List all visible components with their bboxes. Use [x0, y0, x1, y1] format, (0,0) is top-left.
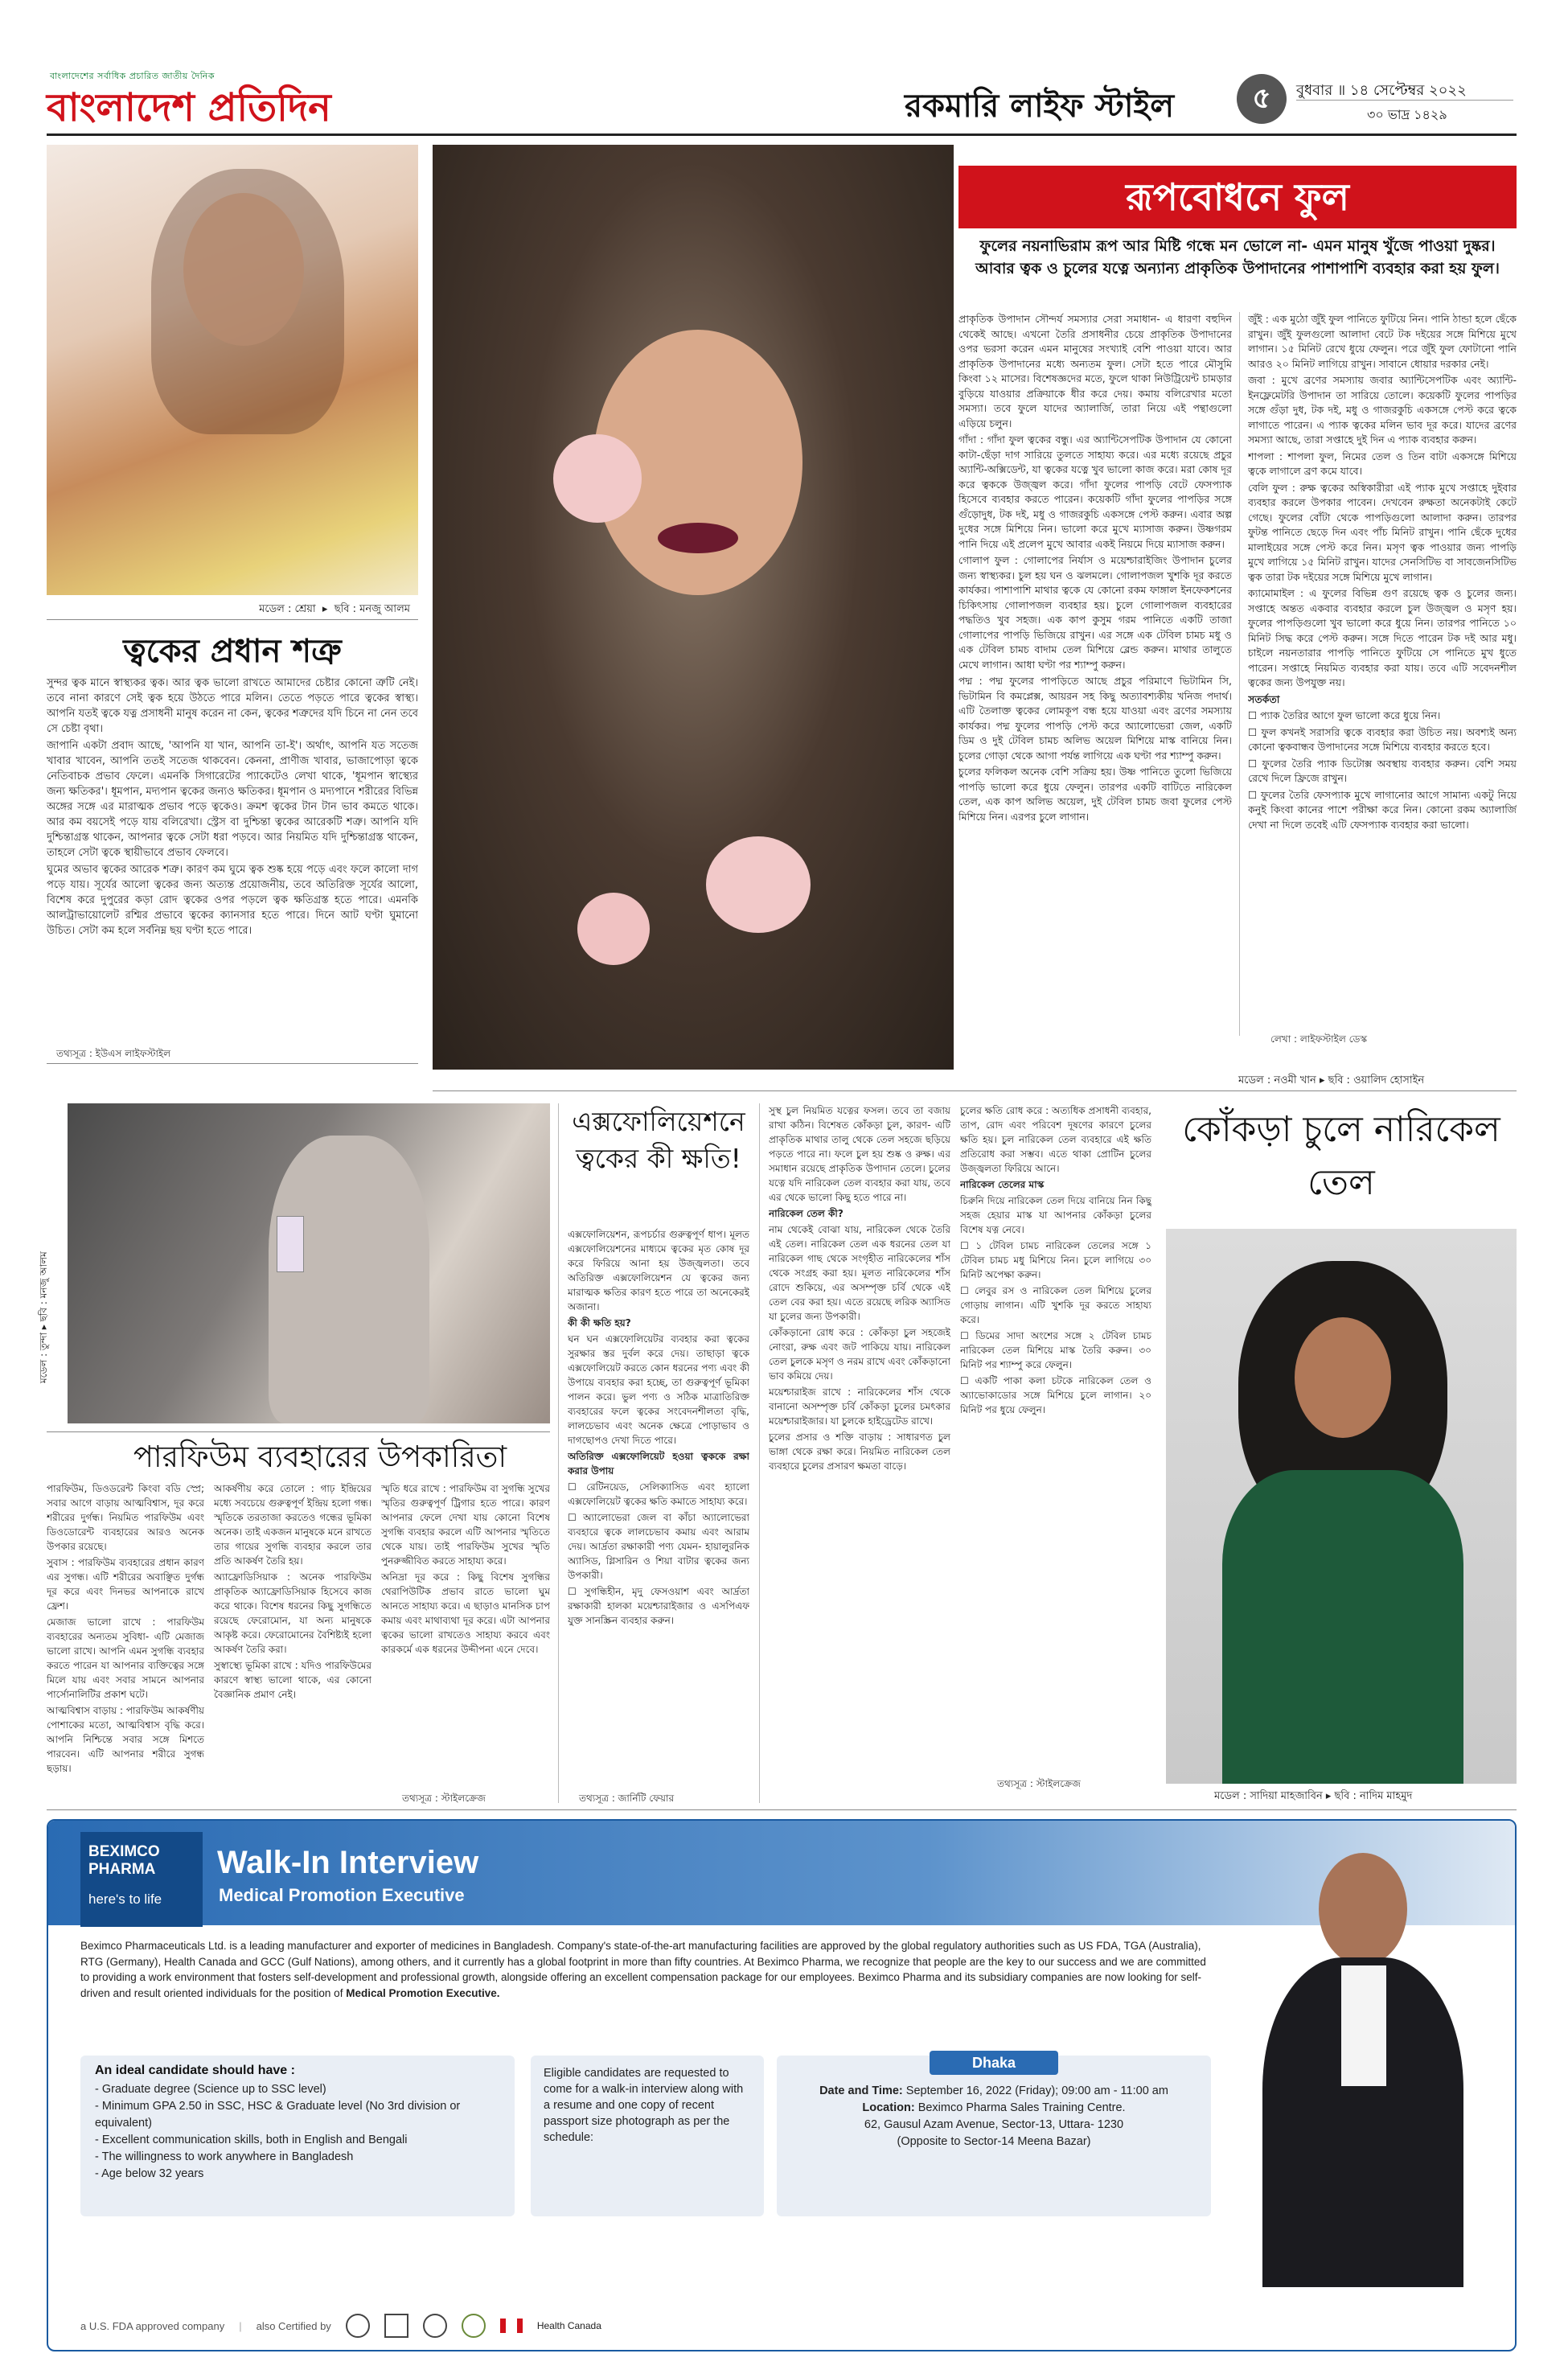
page-number-badge [1237, 74, 1287, 124]
ad-candidate-item-3: - Excellent communication skills, both in English and Bengali [95, 2134, 408, 2146]
article2-byline: লেখা : লাইফস্টাইল ডেস্ক [1270, 1033, 1367, 1045]
ad-person-photo [1238, 1837, 1480, 2287]
article5-col1 [769, 1103, 950, 1787]
article5-col-divider [759, 1103, 760, 1803]
person-shirt-shape [1341, 1965, 1386, 2086]
article4-title: এক্সফোলিয়েশনে ত্বকের কী ক্ষতি! [572, 1106, 745, 1174]
gcc-seal-icon [462, 2314, 486, 2338]
article4-subhead-1: কী কী ক্ষতি হয়? [568, 1317, 631, 1329]
article5-col2-para-2: চিরুনি দিয়ে নারিকেল তেল দিয়ে বানিয়ে নিন কিছু সহজ হেয়ার মাস্ক যা আপনার কোঁকড়া চুলের বিশেষ যত্ন নেবে। [960, 1195, 1151, 1235]
article2-caution-1: ☐ প্যাক তৈরির আগে ফুল ভালো করে ধুয়ে নিন। [1248, 709, 1441, 721]
article2-col1-para-3: গোলাপ ফুল : গোলাপের নির্যাস ও ময়েশ্চারাইজিং উপাদান চুলের জন্য স্বাস্থ্যকর। চুল হয় ঘন ও ঝলমলে। গোলাপজল খুশকি দূর করতে কার্যকর। পাশাপাশি মাথার ত্বকে যে কোনো রকম ফাঙ্গাল ইনফেকশনের চিকিৎসায় গোলাপজল ব্যবহার হয়। চুলে গোলাপজল ব্যবহারের পদ্ধতিও খুব সহজ। এক কাপ কুসুম গরম পানিতে একটি তাজা গোলাপের পাপড়ি ভিজিয়ে রাখুন। এর সঙ্গে এক টেবিল চামচ মধু ও এক টেবিল চামচ বাদাম তেল মিশিয়ে ব্লেন্ড করুন। মাথার তালুতে মেখে লাগান। আধা ঘণ্টা পর শ্যাম্পু করুন। [958, 554, 1232, 671]
article4-bullet-2: ☐ অ্যালোভেরা জেল বা কাঁচা অ্যালোভেরা ব্যবহারে ত্বকে লালচেভাব কমায় এবং আরাম দেয়। আর্দ্রতা রক্ষাকারী পণ্য যেমন- হায়ালুরনিক অ্যাসিড, গ্লিসারিন ও শিয়া বাটার ত্বকের জন্য উপকারী। [568, 1512, 749, 1581]
article5-subhead-1: নারিকেল তেল কী? [769, 1208, 844, 1219]
article3-col1-para-4: আত্মবিশ্বাস বাড়ায় : পারফিউম আকর্ষণীয় পোশাকের মতো, আত্মবিশ্বাস বৃদ্ধি করে। আপনি নিশ্চিন্তে সবার সঙ্গে মিশতে পারবেন। এটি আপনার শরীরে সুগন্ধ ছড়ায়। [47, 1705, 204, 1774]
article2-col2-para-5: ক্যামোমাইল : এ ফুলের বিভিন্ন গুণ রয়েছে ত্বক ও চুলের জন্য। সপ্তাহে অন্তত একবার ব্যবহার করলে চুল উজ্জ্বল ও মসৃণ হয়। ফুলের পাপড়িগুলো খুব ভালো করে ধুয়ে নিন। তারপর পানিতে ১০ মিনিট সিদ্ধ করে পেস্ট করুন। সঙ্গে দিতে পারেন টক দই আর মধু। চাইলে নয়নতারার পাপড়ি পানিতে ফুটিয়ে সে পানিতে মুখ ধুতে পারেন। সপ্তাহে নিয়মিত ব্যবহার করা যায়। তবে এটি সবেদনশীল ত্বকের জন্য উপযুক্ত নয়। [1248, 587, 1517, 688]
article2-col1-para-1: প্রাকৃতিক উপাদান সৌন্দর্য সমস্যার সেরা সমাধান- এ ধারণা বহুদিন থেকেই আছে। এখনো তৈরি প্রসাধনীর চেয়ে প্রাকৃতিক উপাদানের ওপর ভরসা করেন এমন মানুষের সংখ্যাই বেশি পাওয়া যাবে। আর প্রাকৃতিক উপাদানের মধ্যে অন্যতম ফুল। সেটা হতে পারে মৌসুমি কিংবা ১২ মাসের। বিশেষজ্ঞদের মতে, ফুলে থাকা নিউট্রিয়েন্ট চামড়ার বুড়িয়ে যাওয়ার প্রক্রিয়াকে ধীর করে দেয়। কমায় বলিরেখার মতো সমস্যা। তবে ফুলে যাদের অ্যালার্জি, তারা নিয়ে এই পন্থাগুলো এড়িয়ে চলুন। [958, 313, 1232, 429]
page-number: ৫ [1252, 82, 1271, 115]
article1-para-3: ঘুমের অভাব ত্বকের আরেক শত্রু। কারণ কম ঘুমে ত্বক শুষ্ক হয়ে পড়ে এবং ফলে কালো দাগ পড়ে যায়। সূর্যের আলো ত্বকের জন্য অত্যন্ত প্রয়োজনীয়, তবে অতিরিক্ত সূর্যের আলো, বিশেষ করে দুপুরের কড়া রোদ ত্বকের ওপর পড়লে ত্বক ক্ষতিগ্রস্ত হতে পারে। এমনকি আলট্রাভায়োলেট রশ্মির প্রভাবে ত্বকের ক্যানসার হতে পারে। দিনে আট ঘণ্টা ঘুমানো উচিত। সেটা কম হলে সর্বনিম্ন ছয় ঘণ্টা হতে পারে। [47, 864, 418, 937]
date-divider [1296, 100, 1513, 101]
ad-candidate-item-4: - The willingness to work anywhere in Bangladesh [95, 2150, 354, 2163]
article3-col1-para-2: সুবাস : পারফিউম ব্যবহারের প্রধান কারণ এর সুগন্ধ। এটি শরীরের অবাঞ্ছিত দুর্গন্ধ দূর করে এবং দিনভর আপনাকে রাখে ফ্রেশ। [47, 1557, 204, 1612]
article2-col2-para-1: জুঁই : এক মুঠো জুঁই ফুল পানিতে ফুটিয়ে নিন। পানি ঠান্ডা হলে ছেঁকে রাখুন। জুঁই ফুলগুলো আলাদা বেটে টক দইয়ের সঙ্গে মিশিয়ে মুখে লাগান। ১৫ মিনিট রেখে ধুয়ে ফেলুন। পরে জুঁই ফুল ফোটানো পানি আরও ২০ মিনিট লাগিয়ে রাখুন। সাবানে ধোয়ার দরকার নেই। [1248, 313, 1517, 370]
article2-title: রূপবোধনে ফুল [1126, 175, 1349, 219]
ad-intro-position: Medical Promotion Executive. [346, 1986, 500, 1999]
article3-title: পারফিউম ব্যবহারের উপকারিতা [133, 1440, 507, 1474]
beximco-logo-line2: PHARMA [88, 1861, 156, 1878]
model-face-shape [1295, 1317, 1391, 1438]
ad-heading: Walk-In Interview [217, 1845, 479, 1880]
ad-city: Dhaka [971, 2055, 1016, 2071]
article4-para-1: এক্সফোলিয়েশন, রূপচর্চার গুরুত্বপূর্ণ ধাপ। মূলত এক্সফোলিয়েশনের মাধ্যমে ত্বকের মৃত কোষ দূর করে ফিরিয়ে আনা হয় উজ্জ্বলতা। তবে অতিরিক্ত এক্সফোলিয়েশন যে ত্বকের জন্য মারাত্মক ক্ষতির কারণ হতে পারে তা অনেকেরই অজানা। [568, 1229, 749, 1312]
ad-eligible-text: Eligible candidates are requested to come for a walk-in interview along with a resume and one copy of recent passport size photograph as per the schedule: [544, 2067, 744, 2144]
article3-col1-para-3: মেজাজ ভালো রাখে : পারফিউম ব্যবহারের অন্যতম সুবিধা- এটি মেজাজ ভালো রাখে। আপনি এমন সুগন্ধি ব্যবহার করতে পারেন যা আপনার ব্যক্তিত্বের সঙ্গে মিলে যায় এবং সবার সামনে আপনার পার্সোনালিটির প্রকাশ ঘটে। [47, 1616, 204, 1700]
article3-source: তথ্যসূত্র : স্টাইলক্রেজ [402, 1793, 486, 1804]
masthead-rule [47, 133, 1517, 136]
article1-para-1: সুন্দর ত্বক মানে স্বাস্থ্যকর ত্বক। আর ত্বক ভালো রাখতে আমাদের চেষ্টার কোনো ত্রুটি নেই। তবে নানা কারণে সেই ত্বক হয়ে উঠতে পারে মলিন। তেতে পড়তে পারে ত্বকের স্বাস্থ্য। আপনি যতই ত্বকে যত্ন প্রসাধনী মানুষ করেন না কেন, ত্বকের শত্রুদের যদি চিনে না নেন তবে সে চেষ্টা বৃথা। [47, 677, 418, 735]
article1-bottom-rule [47, 1063, 418, 1064]
article4-body [568, 1227, 749, 1787]
model-photo-perfume [68, 1103, 550, 1423]
article3-side-credit: মডেল : তুন্দা ▸ ছবি : মনজু আলম [38, 1251, 49, 1383]
masthead-logo[interactable]: বাংলাদেশ প্রতিদিন [47, 85, 331, 130]
article5-col1-para-1: সুস্থ চুল নিয়মিত যত্নের ফসল। তবে তা বজায় রাখা কঠিন। বিশেষত কোঁকড়া চুল, কারণ- এটি প্রাকৃতিক মাথার তালু থেকে তেল সহজে ছড়িয়ে পড়তে পারে না। ফলে চুল হয় শুষ্ক ও রুক্ষ। এর সমাধান রয়েছে প্রাকৃতিক উপাদান তেলে। চুলের যত্নে যদি নারিকেল তেল ব্যবহার করা যায়, তবে এর থেকে ভালো কিছু হতে পারে না। [769, 1105, 950, 1203]
article5-col2-bullet-2: ☐ লেবুর রস ও নারিকেল তেল মিশিয়ে চুলের গোড়ায় লাগান। এটি খুশকি দূর করতে সাহায্য করে। [960, 1285, 1151, 1325]
perfume-bottle-shape [277, 1216, 304, 1272]
article1-title: ত্বকের প্রধান শত্রু [123, 633, 342, 670]
model-photo-shreya [47, 145, 418, 595]
article1-para-2: জাপানি একটা প্রবাদ আছে, 'আপনি যা খান, আপনি তা-ই'। অর্থাৎ, আপনি যত সতেজ খাবার খাবেন, আপনি ততই সতেজ থাকবেন। কেননা, প্রাণীজ খাবার, ভাজাপোড়া ত্বকে নেতিবাচক প্রভাব ফেলে। এমনকি সিগারেটের প্যাকেটেও লেখা থাকে, 'ধূমপান স্বাস্থ্যের জন্য ক্ষতিকর'। ধূমপান, মদ্যপান ত্বকের জন্যও ক্ষতিকর। ধূমপান ও মদ্যপানে শরীরের বিভিন্ন অঙ্গের সঙ্গে এর মারাত্মক প্রভাব পড়ে ত্বকেও। ক্রমশ ত্বকের টান টান ভাব কমতে থাকে। আর কম বয়সেই পড়ে যায় বলিরেখা। স্ট্রেস বা দুশ্চিন্তা ত্বকের আরেকটি শত্রু। আপনি যদি দুশ্চিন্তাগ্রস্ত থাকেন, আপনার ত্বকে সেটা ধরা পড়বে। আর নিয়মিত যদি দুশ্চিন্তাগ্রস্ত থাকেন, তাহলে সেটা ত্বকে স্থায়ীভাবে প্রভাব ফেলবে। [47, 740, 418, 859]
ad-eligible-box [531, 2056, 764, 2216]
ad-datetime: Date and Time: September 16, 2022 (Friday); 09:00 am - 11:00 am [819, 2084, 1168, 2097]
article5-credit: মডেল : সাদিয়া মাহজাবিন ▸ ছবি : নাদিম মাহমুদ [1214, 1790, 1413, 1802]
article1-credit-model: মডেল : শ্রেয়া [259, 603, 316, 615]
article3-col3-para-2: অনিদ্রা দূর করে : কিছু বিশেষ সুগন্ধির থেরাপিউটিক প্রভাব রাতে ভালো ঘুম আনতে সাহায্য করে। এ ছাড়াও মানসিক চাপ কমায় এবং মাথাব্যথা দূর করে। এটা আপনার ত্বকের ভালো রাখতেও সাহায্য করবে এবং কারকর্মে এক ধরনের উদ্দীপনা এনে দেবে। [381, 1571, 550, 1655]
ad-candidate-title: An ideal candidate should have : [95, 2064, 295, 2077]
article5-col2-bullet-1: ☐ ১ টেবিল চামচ নারিকেল তেলের সঙ্গে ১ টেবিল চামচ মধু মিশিয়ে নিন। চুলে লাগিয়ে ৩০ মিনিট অপেক্ষা করুন। [960, 1240, 1151, 1280]
australia-crest-icon [384, 2314, 408, 2338]
article5-col1-para-2: নাম থেকেই বোঝা যায়, নারিকেল থেকে তৈরি এই তেল। নারিকেল তেল এক ধরনের তেল যা নারিকেল গাছ থেকে সংগৃহীত নারিকেলের শাঁস থেকে সংগ্রহ করা হয়। মূলত নারিকেলের শাঁস রোদে শুকিয়ে, এর অসম্পৃক্ত চর্বি থেকে এই তেল বের করা হয়। এতে রয়েছে লরিক অ্যাসিড যা চুলের জন্য উপকারী। [769, 1224, 950, 1322]
article5-col2-bullet-3: ☐ ডিমের সাদা অংশের সঙ্গে ২ টেবিল চামচ নারিকেল তেল মিশিয়ে মাস্ক তৈরি করুন। ৩০ মিনিট পর শ্যাম্পু করে ফেলুন। [960, 1330, 1151, 1370]
date-line-1: বুধবার ॥ ১৪ সেপ্টেম্বর ২০২২ [1296, 82, 1467, 99]
ad-schedule-box [777, 2056, 1211, 2216]
article2-col1 [958, 312, 1232, 1036]
article3-col2-para-1: আকর্ষণীয় করে তোলে : গাঢ় ইন্দ্রিয়ের মধ্যে সবচেয়ে গুরুত্বপূর্ণ ইন্দ্রিয় হলো গন্ধ। স্মৃতিকে তরতাজা করতেও গন্ধের ভূমিকা অনেক। তাই একজন মানুষকে মনে রাখতে তার গায়ের সুগন্ধি ব্যবহার করলে তার প্রতি আকর্ষণ তৈরি হয়। [214, 1483, 371, 1567]
article2-bottom-rule [433, 1090, 1517, 1091]
article5-col1-para-3: কোঁকড়ানো রোধ করে : কোঁকড়া চুল সহজেই নোংরা, রুক্ষ এবং জট পাকিয়ে যায়। নারিকেল তেল চুলকে মসৃণ ও নরম রাখে এবং কোঁকড়ানো ভাব কমিয়ে দেয়। [769, 1327, 950, 1382]
carnation-flower-bottom [577, 893, 650, 965]
ad-address-line1: 62, Gausul Azam Avenue, Sector-13, Uttara- 1230 [864, 2118, 1124, 2131]
ad-box [47, 1819, 1517, 2351]
article3-col1-para-1: পারফিউম, ডিওডরেন্ট কিংবা বডি স্প্রে; সবার আগে বাড়ায় আত্মবিশ্বাস, দূর করে শরীরের দুর্গন্ধ। নিয়মিত পারফিউম এবং ডিওডোরেন্ট ব্যবহারের আরও অনেক উপকার রয়েছে। [47, 1483, 204, 1552]
article2-col2 [1248, 312, 1517, 1026]
article3-col2-para-2: অ্যাফ্রোডিসিয়াক : অনেক পারফিউম প্রাকৃতিক অ্যাফ্রোডিসিয়াক হিসেবে কাজ করে থাকে। বিশেষ ধরনের কিছু সুগন্ধিতে রয়েছে ফেরোমোন, যা অন্য মানুষকে আকৃষ্ট করে। ফেরোমোনের বৈশিষ্ট্যই হলো আকর্ষণ তৈরি করা। [214, 1571, 371, 1655]
article2-credit: মডেল : নওমী খান ▸ ছবি : ওয়ালিদ হোসাইন [1238, 1074, 1425, 1086]
article5-subhead-2: নারিকেল তেলের মাস্ক [960, 1179, 1045, 1190]
article1-rule [47, 619, 418, 620]
ad-candidate-item-2: - Minimum GPA 2.50 in SSC, HSC & Graduate level (No 3rd division or equivalent) [95, 2100, 461, 2130]
article5-title: কোঁকড়া চুলে নারিকেল তেল [1182, 1109, 1500, 1203]
model-lips-shape [658, 523, 738, 553]
article2-col1-para-4: পদ্ম : পদ্ম ফুলের পাপড়িতে আছে প্রচুর পরিমাণে ভিটামিন সি, ভিটামিন বি কমপ্লেক্স, আয়রন সহ কিছু অত্যাবশ্যকীয় খনিজ পদার্থ। এটি তৈলাক্ত ত্বকের লোমকূপ বন্ধ হয়ে যাওয়া এবং ব্রণের সমস্যায় কার্যকর। পদ্ম ফুলের পাপড়ি পেস্ট করে অ্যালোভেরা জেল, একটি ডিম ও দুই টেবিল চামচ অলিভ অয়েল মিশিয়ে মাস্ক বানিয়ে নিন। চুলের গোড়া থেকে আগা পর্যন্ত লাগিয়ে এক ঘণ্টা পর শ্যাম্পু করুন। [958, 675, 1232, 762]
ad-city-tab [930, 2051, 1058, 2075]
ad-candidate-item-1: - Graduate degree (Science up to SSC level) [95, 2083, 326, 2096]
article2-col2-para-3: শাপলা : শাপলা ফুল, নিমের তেল ও তিন বাটা একসঙ্গে মিশিয়ে ত্বকে লাগালে ব্রণ কমে যাবে। [1248, 450, 1517, 477]
ad-location: Location: Beximco Pharma Sales Training Centre. [862, 2101, 1126, 2114]
article2-col2-para-2: জবা : মুখে ব্রণের সমস্যায় জবার অ্যান্টিসেপটিক এবং অ্যান্টি-ইনফ্লেমেটরি উপাদান তা সারিয়ে তোলে। কয়েকটি ফুলের পাপড়ির সঙ্গে গুঁড়া দুধ, টক দই, মধু ও গাজরকুচি একসঙ্গে পেস্ট করে ত্বকে লাগাতে পারেন। এ প্যাক ত্বকের মলিন ভাব দূর করে। যাদের ব্রণের সমস্যা আছে, তারা সপ্তাহে দুই দিন এ প্যাক ব্যবহার করুন। [1248, 374, 1517, 446]
ad-footer [80, 2310, 885, 2342]
ad-footer-fda: a U.S. FDA approved company [80, 2319, 225, 2332]
beximco-logo-tagline: here's to life [88, 1891, 162, 1907]
germany-seal-icon [423, 2314, 447, 2338]
article3-col2-para-3: সুস্বাস্থ্যে ভূমিকা রাখে : যদিও পারফিউমের কারণে স্বাস্থ্য ভালো থাকে, এর কোনো বৈজ্ঞানিক প্রমাণ নেই। [214, 1660, 371, 1700]
ad-intro [80, 1938, 1206, 2001]
ad-footer-divider: | [239, 2319, 242, 2332]
article1-credit: মডেল : শ্রেয়া ▸ ছবি : মনজু আলম [259, 603, 410, 615]
model-dress-shape [1222, 1470, 1463, 1784]
article2-caution-2: ☐ ফুল কখনই সরাসরি ত্বকে ব্যবহার করা উচিত নয়। অবশ্যই অন্য কোনো ত্বকবান্ধব উপাদানের সঙ্গে মিশিয়ে ব্যবহার করতে হবে। [1248, 725, 1517, 753]
article2-col-divider [1239, 312, 1240, 1036]
ad-footer-certified: also Certified by [256, 2319, 331, 2332]
ad-candidate-item-5: - Age below 32 years [95, 2167, 204, 2180]
beximco-logo-line1: BEXIMCO [88, 1843, 160, 1860]
ad-candidate-box [80, 2056, 515, 2216]
article2-lead: ফুলের নয়নাভিরাম রূপ আর মিষ্টি গন্ধে মন ভোলে না- এমন মানুষ খুঁজে পাওয়া দুষ্কর। আবার ত্বক ও চুলের যত্নে অন্যান্য প্রাকৃতিক উপাদানের পাশাপাশি ব্যবহার করা হয় ফুল। [975, 237, 1500, 277]
article4-bullet-3: ☐ সুগন্ধিহীন, মৃদু ফেসওয়াশ এবং আর্দ্রতা রক্ষাকারী হালকা ময়েশ্চারাইজার ও এসপিএফ যুক্ত সানস্ক্রিন ব্যবহার করুন। [568, 1586, 749, 1626]
carnation-flower-left [553, 434, 642, 523]
article5-col1-para-5: চুলের প্রসার ও শক্তি বাড়ায় : সাধারণত চুল ভাঙ্গা থেকে রক্ষা করে। নিয়মিত নারিকেল তেল ব্যবহারে চুলের প্রসারণ ক্ষমতা বাড়ে। [769, 1431, 950, 1472]
ad-subheading: Medical Promotion Executive [219, 1885, 465, 1905]
article3-col1 [47, 1481, 204, 1805]
model-body-shape [269, 1136, 429, 1423]
article4-bullet-1: ☐ রেটিনয়েড, সেলিক্যাসিড এবং হ্যালো এক্সফোলিয়েট ত্বকের ক্ষতি কমাতে সাহায্য করে। [568, 1481, 749, 1507]
article5-col2-bullet-4: ☐ একটি পাকা কলা চটকে নারিকেল তেল ও অ্যাভোকাডোর সঙ্গে মিশিয়ে চুলে লাগান। ২০ মিনিট পর ধুয়ে ফেলুন। [960, 1375, 1151, 1415]
article2-col2-para-4: বেলি ফুল : রুক্ষ ত্বকের অস্বিকারীরা এই প্যাক মুখে সপ্তাহে দুইবার ব্যবহার করলে উপকার পাবেন। দেখবেন রুক্ষতা অনেকটাই কেটে গেছে। ফুলের বোঁটা থেকে পাপড়িগুলো আলাদা করুন। তারপর ফুটন্ত পানিতে ছেড়ে দিন এবং পাঁচ মিনিট রাখুন। পানি ছেঁকে দুধের মালাইয়ের সঙ্গে পেস্ট করে নিন। মসৃণ ত্বক পাওয়ার জন্য পাপড়ি মুখে লাগিয়ে ১৫ মিনিট রাখুন। যাদের সেনসিটিভ বা সাবজেনসিটিভ ত্বক তারা টক দইয়ের সঙ্গে মিশিয়ে মুখে লাগান। [1248, 481, 1517, 583]
article2-caution-title: সতর্কতা [1248, 692, 1280, 705]
article1-source: তথ্যসূত্র : ইউএস লাইফস্টাইল [56, 1048, 171, 1059]
article2-caution-4: ☐ ফুলের তৈরি ফেসপ্যাক মুখে লাগানোর আগে সামান্য একটু নিয়ে কনুই কিংবা কানের পাশে পরীক্ষা করে নিন। কোনো রকম অ্যালার্জি দেখা না দিলে তবেই এটি ফেসপ্যাক ব্যবহার করা ভালো। [1248, 788, 1517, 831]
health-canada-flag-icon [500, 2319, 523, 2333]
article4-subhead-2: অতিরিক্ত এক্সফোলিয়েট হওয়া ত্বককে রক্ষা করার উপায় [568, 1451, 749, 1477]
tga-seal-icon [346, 2314, 370, 2338]
date-line-2: ৩০ ভাদ্র ১৪২৯ [1367, 107, 1447, 122]
model-photo-coconut [1166, 1229, 1517, 1784]
masthead [0, 0, 1568, 145]
page-bottom-rule [47, 1809, 1517, 1810]
article1-body [47, 676, 418, 1039]
article2-col1-para-5: চুলের ফলিকল অনেক বেশি সক্রিয় হয়। উষ্ণ পানিতে তুলো ভিজিয়ে পাপড়ি ভালো করে ধুয়ে ফেলুন। তারপর একটি বাটিতে নারিকেল তেল, এক কাপ অলিভ অয়েল, দুই টেবিল চামচ জবা ফুলের পেস্ট মিশিয়ে নিন। এরপর চুলে লাগান। [958, 766, 1232, 823]
carnation-flower-right [706, 836, 811, 933]
article5-source: তথ্যসূত্র : স্টাইলক্রেজ [997, 1778, 1081, 1789]
model-photo-flowers [433, 145, 954, 1070]
article5-col1-para-4: ময়েশ্চারাইজ রাখে : নারিকেলের শাঁস থেকে বানানো অসম্পৃক্ত চর্বি কোঁকড়া চুলের চমৎকার ময়েশ্চারাইজার। যা চুলকে হাইড্রেটেড রাখে। [769, 1386, 950, 1427]
masthead-tagline: বাংলাদেশের সর্বাধিক প্রচারিত জাতীয় দৈনিক [50, 71, 215, 81]
article4-source: তথ্যসূত্র : জার্নিটি ফেয়ার [579, 1793, 675, 1804]
article5-col2 [960, 1103, 1151, 1787]
person-head-shape [1319, 1853, 1407, 1965]
ad-footer-health-canada: Health Canada [536, 2320, 601, 2331]
article4-para-2: ঘন ঘন এক্সফোলিয়েটর ব্যবহার করা ত্বকের সুরক্ষার স্তর দুর্বল করে দেয়। তাছাড়া ত্বকে এক্সফোলিয়েট করতে কোন ধরনের পণ্য এবং কী উপায়ে ব্যবহার করা হচ্ছে, তা গুরুত্বপূর্ণ ভূমিকা পালন করে। ভুল পণ্য ও সঠিক মাত্রাতিরিক্ত ব্যবহারের ফলে ত্বকের সংবেদনশীলতা বৃদ্ধি, লালচেভাব এবং অনেক ক্ষেত্রে পোড়াভাব ও দাগছোপও দেখা দিতে পারে। [568, 1333, 749, 1446]
article1-credit-photo: ছবি : মনজু আলম [334, 603, 410, 615]
section-title: রকমারি লাইফ স্টাইল [905, 88, 1175, 125]
article2-col1-para-2: গাঁদা : গাঁদা ফুল ত্বকের বন্ধু। এর অ্যান্টিসেপটিক উপাদান যে কোনো কাটা-ছেঁড়া দাগ সারিয়ে তুলতে সাহায্য করে। এর মধ্যে রয়েছে প্রচুর অ্যান্টি-অক্সিডেন্ট, যা ত্বকের যত্নে খুব ভালো কাজ করে। মরা কোষ দূর করে ত্বককে উজ্জ্বল করে। গাঁদা ফুলের পাপড়ি বেটে ফেসপ্যাক হিসেবে ব্যবহার করতে পারেন। কয়েকটি গাঁদা ফুলের পাপড়ির সঙ্গে গুঁড়োদুধ, টক দই, মধু ও গাজরকুচি একসঙ্গে পেস্ট করুন। এবার অল্প দুধের সঙ্গে মিশিয়ে নিন। ভালো করে মুখে ম্যাসাজ করুন। উষ্ণগরম পানি দিয়ে এই প্রলেপ মুখে আবার একই নিয়মে দিয়ে ম্যাসাজ করুন। [958, 433, 1232, 550]
ad-intro-text: Beximco Pharmaceuticals Ltd. is a leading manufacturer and exporter of medicines in Bangladesh. Company's state-of-the-art manufacturing facilities are approved by the global regulatory authorities such as US FDA, TGA (Australia), RTG (Germany), Health Canada and GCC (Gulf Nations), among others, and it currently has a global footprint in more than fifty countries. At Beximco Pharma, we recognize that people are the key to our success and we are committed to providing a work environment that fosters self-development and professional growth, alongside offering an excellent compensation package for our employees. Beximco Pharma and its subsidiary companies are now looking for self-driven and result oriented individuals for the position of [80, 1940, 1206, 1999]
ad-logo-box[interactable] [80, 1832, 203, 1927]
article4-col-divider [558, 1103, 559, 1803]
article3-col3 [381, 1481, 550, 1789]
article3-title-rule [47, 1431, 550, 1432]
ad-address-line2: (Opposite to Sector-14 Meena Bazar) [897, 2135, 1091, 2148]
model-hair-shape [151, 169, 344, 434]
article3-col3-para-1: স্মৃতি ধরে রাখে : পারফিউম বা সুগন্ধি সুখের স্মৃতির গুরুত্বপূর্ণ ট্রিগার হতে পারে। কারণ আপনার ফেলে দেখা যায় কোনো বিশেষ সুগন্ধি ব্যবহার করলে এটি আপনার স্মৃতিতে থেকে যায়। তাই পারফিউম সুখের স্মৃতি পুনরুজ্জীবিত করতে সাহায্য করে। [381, 1483, 550, 1567]
article2-title-banner [958, 166, 1517, 228]
article5-col2-para-1: চুলের ক্ষতি রোধ করে : অত্যধিক প্রসাধনী ব্যবহার, তাপ, রোদ এবং পরিবেশ দূষণের কারণে চুলের ক্ষতি হয়। চুল নারিকেল তেল ব্যবহারে এই ক্ষতি প্রতিরোধ করা সম্ভব। এতে থাকা প্রোটিন চুলের উজ্জ্বলতা ফিরিয়ে আনে। [960, 1105, 1151, 1174]
article3-col2 [214, 1481, 371, 1805]
article2-caution-3: ☐ ফুলের তৈরি প্যাক ডিটোক্স অবস্থায় ব্যবহার করুন। বেশি সময় রেখে দিলে ফ্রিজে রাখুন। [1248, 757, 1517, 784]
